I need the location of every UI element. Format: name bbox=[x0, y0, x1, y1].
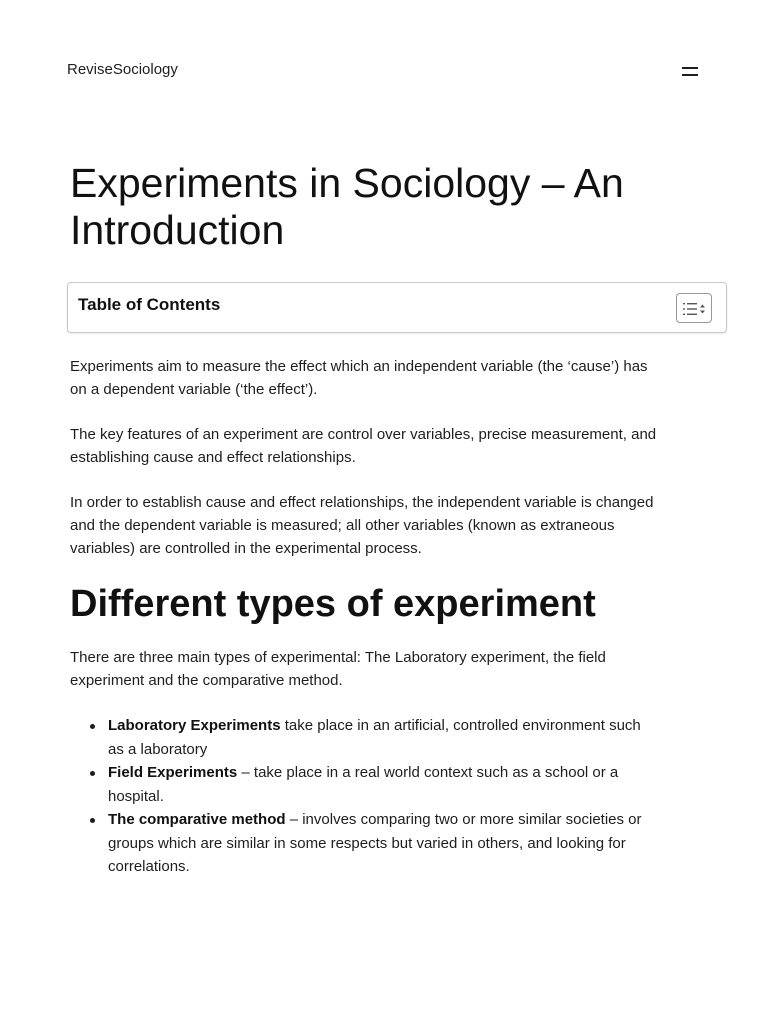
paragraph: Experiments aim to measure the effect which an independent variable (the ‘cause’) has on a dependent variable (‘the effect’). bbox=[70, 358, 648, 398]
list-item-text: – involves comparing two or more similar societies or groups which are similar in some respects but varied in others, and looking for correlations. bbox=[108, 811, 642, 875]
paragraph: In order to establish cause and effect relationships, the independent variable is changed and the dependent variable is measured; all other variables (known as extraneous variables) are controlled in the experimental process. bbox=[70, 494, 654, 557]
article-content bbox=[70, 355, 660, 879]
page-title: Experiments in Sociology – An Introduction bbox=[70, 160, 624, 253]
list-item bbox=[108, 761, 660, 808]
list-toggle-icon bbox=[683, 301, 707, 317]
site-header bbox=[0, 0, 768, 140]
experiment-types-list bbox=[70, 714, 660, 879]
menu-icon bbox=[682, 67, 698, 69]
list-item-term: The comparative method bbox=[108, 811, 286, 828]
toc-title[interactable]: Table of Contents bbox=[78, 295, 221, 314]
section-heading: Different types of experiment bbox=[70, 583, 596, 625]
list-item-text: take place in an artificial, controlled environment such as a laboratory bbox=[108, 717, 641, 758]
menu-icon-line bbox=[682, 74, 698, 76]
list-item-text: – take place in a real world context such as a school or a hospital. bbox=[108, 764, 619, 805]
site-title-link[interactable]: ReviseSociology bbox=[67, 61, 178, 78]
list-item bbox=[108, 808, 660, 879]
menu-button[interactable] bbox=[676, 58, 704, 84]
list-item-term: Laboratory Experiments bbox=[108, 717, 281, 734]
toc-toggle-button[interactable] bbox=[676, 293, 712, 323]
list-item-term: Field Experiments bbox=[108, 764, 238, 781]
list-item bbox=[108, 714, 660, 761]
table-of-contents bbox=[67, 282, 727, 333]
paragraph: There are three main types of experimental: The Laboratory experiment, the field experiment and the comparative method. bbox=[70, 649, 606, 689]
paragraph: The key features of an experiment are control over variables, precise measurement, and establishing cause and effect relationships. bbox=[70, 426, 657, 466]
